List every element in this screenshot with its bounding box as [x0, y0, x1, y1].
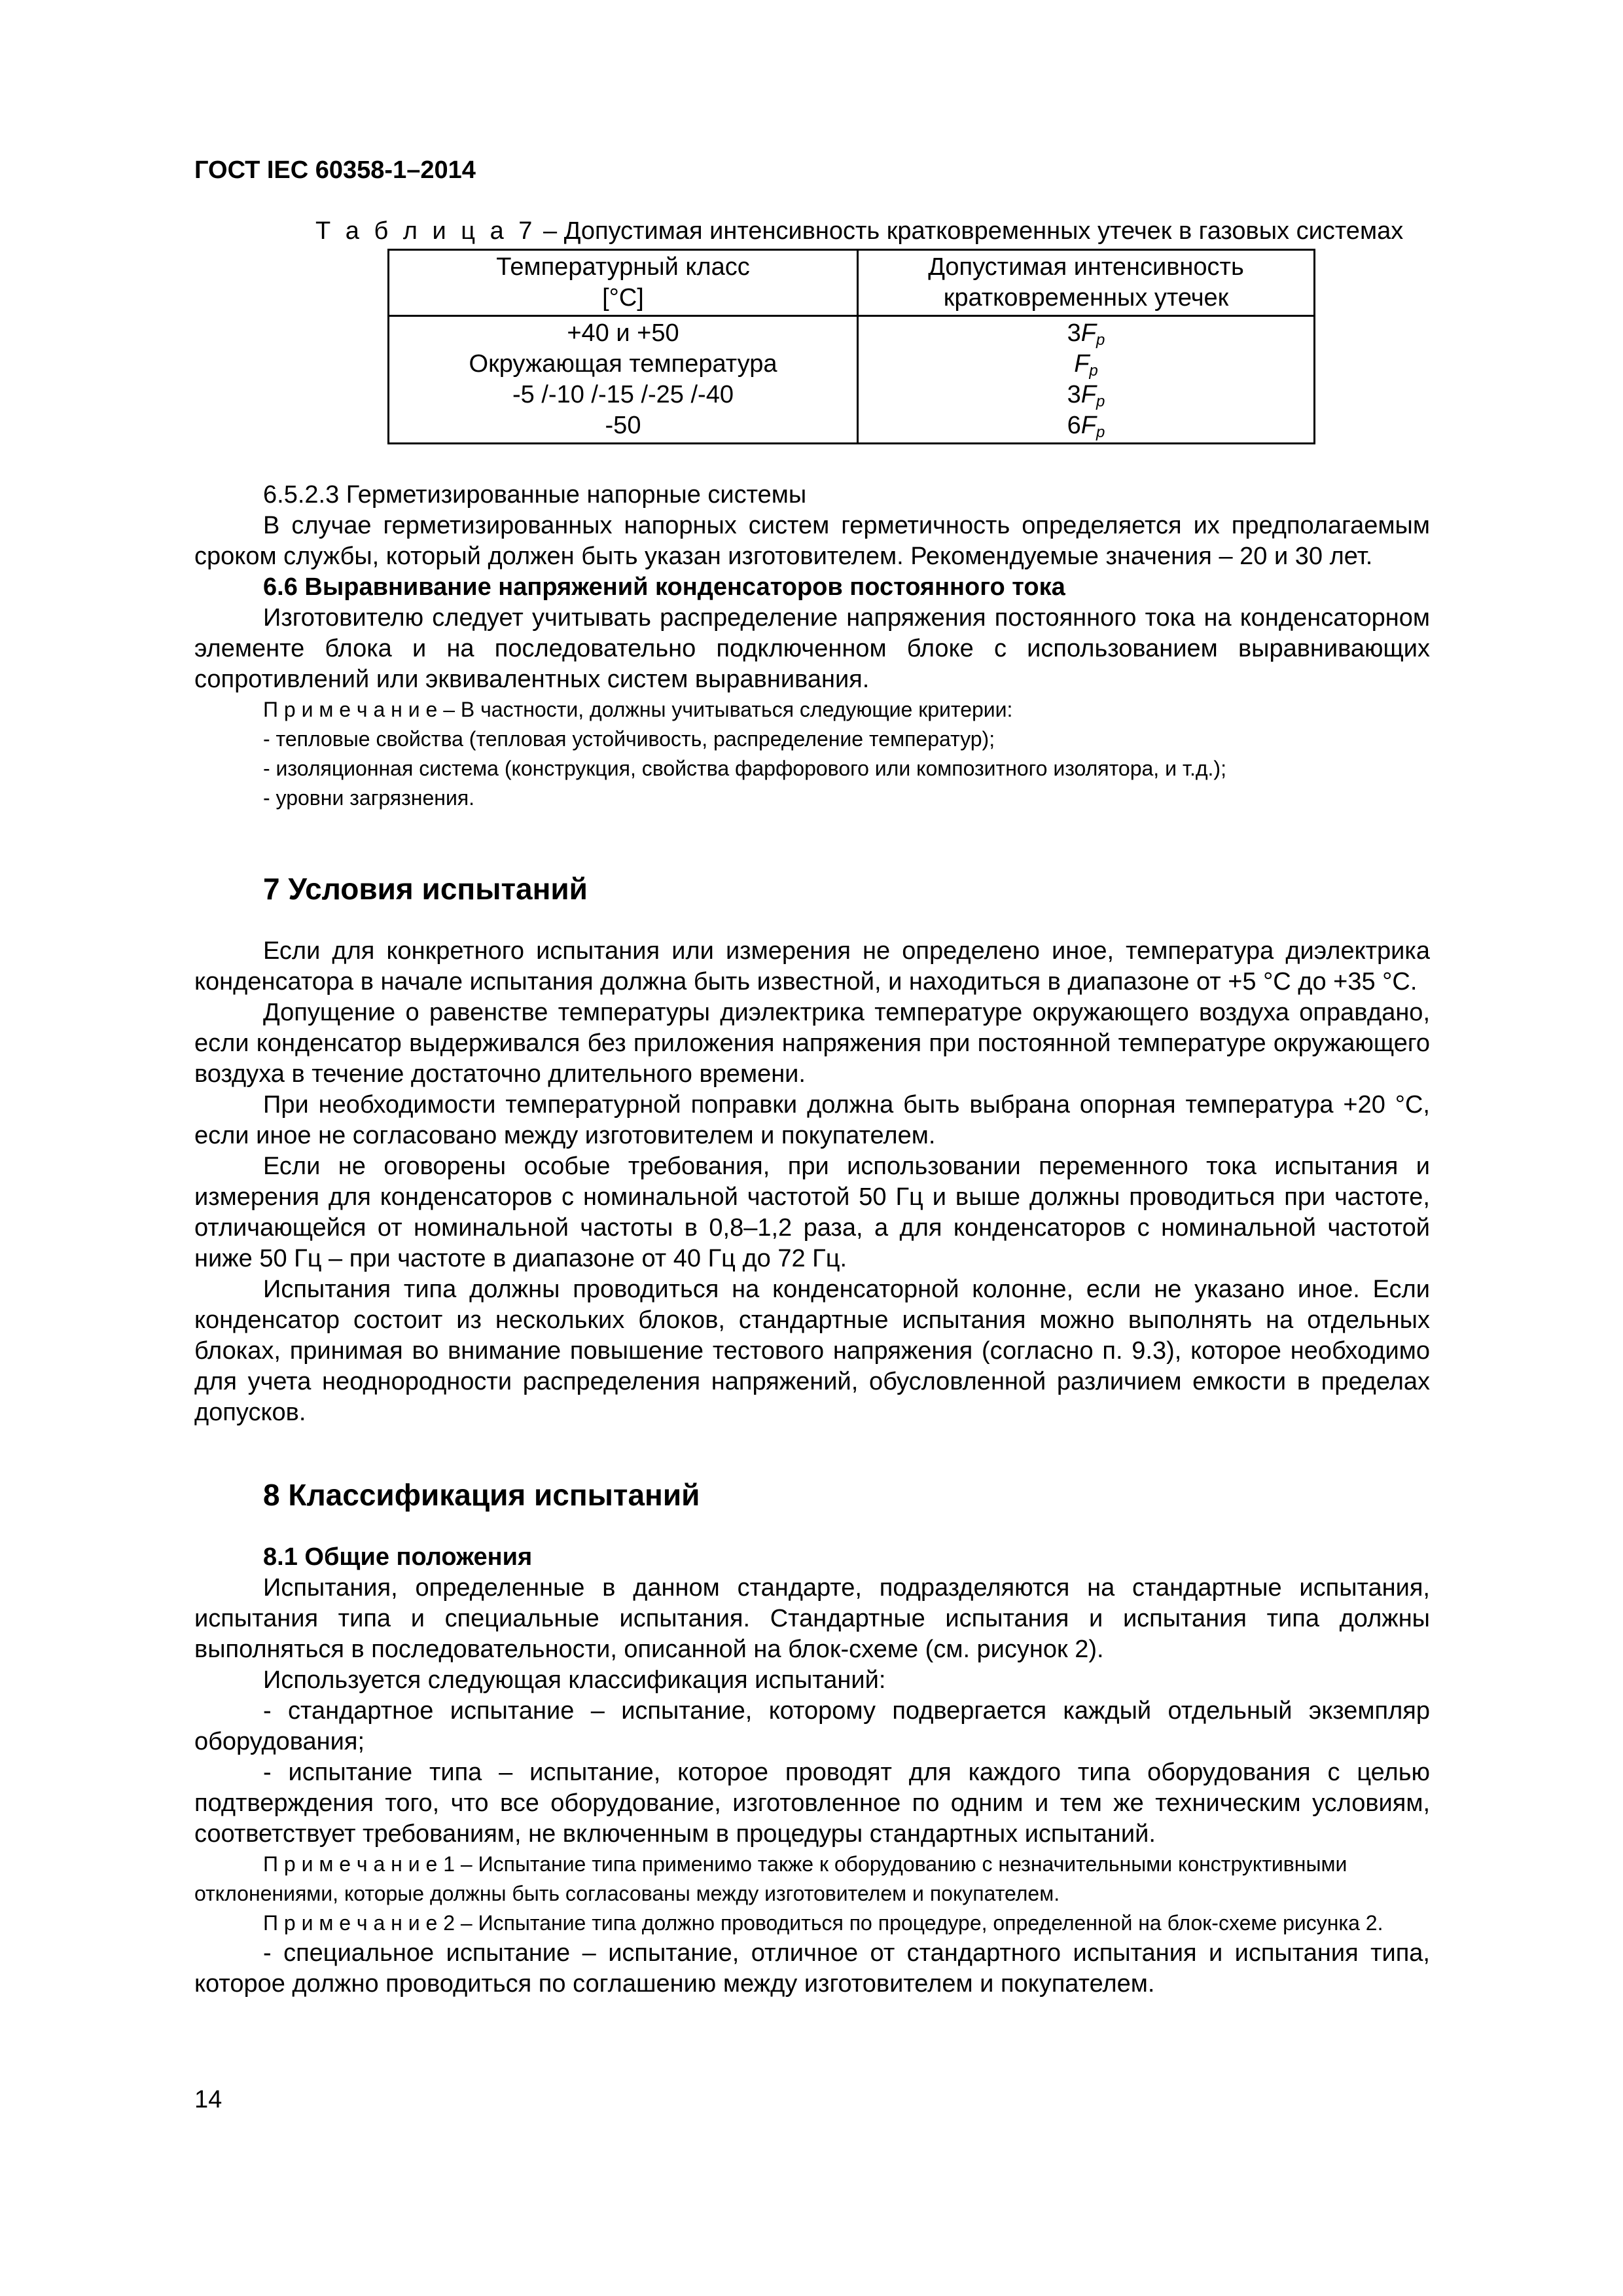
paragraph: Испытания, определенные в данном стандарте, подразделяются на стандартные испытания, испытания типа и специальные испытания. Стандартные испытания и испытания типа должны выполняться в последовательности, описанной на блок-схеме (см. рисунок 2).: [194, 1574, 1430, 1663]
list-item: - испытание типа – испытание, которое проводят для каждого типа оборудования с целью подтверждения того, что все оборудование, изготовленное по одним и тем же техническим условиям, соответствует требованиям, не включенным в процедуры стандартных испытаний.: [194, 1759, 1430, 1848]
header-text: кратковременных утечек: [943, 284, 1229, 312]
note-text: – Испытание типа применимо также к оборудованию с незначительными конструктивными отклонениями, которые должны быть согласованы между изготовителем и покупателем.: [194, 1852, 1347, 1905]
list-item: - стандартное испытание – испытание, которому подвергается каждый отдельный экземпляр оборудования;: [194, 1697, 1430, 1755]
table-7-caption: [315, 216, 1403, 247]
paragraph: Если для конкретного испытания или измерения не определено иное, температура диэлектрика конденсатора в начале испытания должна быть известной, и находиться в диапазоне от +5 °С до +35 °С.: [194, 937, 1430, 996]
paragraph: Испытания типа должны проводиться на конденсаторной колонне, если не указано иное. Если конденсатор состоит из нескольких блоков, стандартные испытания можно выполнять на отдельных блоках, принимая во внимание повышение тестового напряжения (согласно п. 9.3), которое необходимо для учета неоднородности распределения напряжений, обусловленной различием емкости в пределах допусков.: [194, 1276, 1430, 1426]
table-cell-text: Окружающая температура: [469, 350, 777, 378]
paragraph: Используется следующая классификация испытаний:: [263, 1666, 886, 1694]
temperature-class-cell: [389, 316, 858, 444]
table-header-cell: [389, 250, 858, 316]
note-item: - тепловые свойства (тепловая устойчивость, распределение температур);: [263, 727, 995, 751]
note-text: – Испытание типа должно проводиться по процедуре, определенной на блок-схеме рисунка 2.: [454, 1911, 1383, 1935]
table-cell-text: -50: [605, 412, 641, 439]
leak-rate-value: $3F_p$: [1067, 319, 1105, 349]
section-title: 7 Условия испытаний: [263, 872, 588, 906]
leak-rate-value: $F_p$: [1074, 350, 1098, 380]
section-7: [194, 870, 1430, 1428]
subsection-title: 8.1 Общие положения: [263, 1543, 533, 1571]
table-caption-label: Т а б л и ц а 7: [315, 217, 537, 245]
table-body-row: [389, 316, 1315, 444]
leak-rate-value: $3F_p$: [1067, 381, 1105, 410]
table-cell-text: +40 и +50: [567, 319, 679, 347]
note-item: - уровни загрязнения.: [263, 786, 475, 810]
paragraph: В случае герметизированных напорных систем герметичность определяется их предполагаемым сроком службы, который должен быть указан изготовителем. Рекомендуемые значения – 20 и 30 лет.: [194, 512, 1430, 570]
note-item: - изоляционная система (конструкция, свойства фарфорового или композитного изолятора, и т.д.);: [263, 757, 1226, 780]
paragraph: Если не оговорены особые требования, при использовании переменного тока испытания и измерения для конденсаторов с номинальной частотой 50 Гц и выше должны проводиться при частоте, отличающейся от номинальной частоты в 0,8–1,2 раза, а для конденсаторов с номинальной частотой ниже 50 Гц – при частоте в диапазоне от 40 Гц до 72 Гц.: [194, 1153, 1430, 1272]
table-header-row: [389, 250, 1315, 316]
table-cell-text: -5 /-10 /-15 /-25 /-40: [512, 381, 734, 408]
note-text: – В частности, должны учитываться следующие критерии:: [437, 698, 1013, 721]
paragraph: Допущение о равенстве температуры диэлектрика температуре окружающего воздуха оправдано, если конденсатор выдерживался без приложения напряжения при постоянной температуре окружающего воздуха в течение достаточно длительного времени.: [194, 999, 1430, 1088]
note-label: П р и м е ч а н и е: [263, 698, 438, 721]
section-title: 8 Классификация испытаний: [263, 1478, 700, 1512]
note: [194, 1909, 1430, 1938]
table-caption-text: – Допустимая интенсивность кратковременных утечек в газовых системах: [536, 217, 1404, 245]
document-header: ГОСТ IEC 60358-1–2014: [194, 156, 476, 184]
note-label: П р и м е ч а н и е 2: [263, 1911, 455, 1935]
list-item: - специальное испытание – испытание, отличное от стандартного испытания и испытания типа, которое должно проводиться по соглашению между изготовителем и покупателем.: [194, 1939, 1430, 1998]
note-label: П р и м е ч а н и е 1: [263, 1852, 455, 1876]
page-number: 14: [194, 2086, 223, 2113]
header-text: [°C]: [602, 284, 644, 312]
note: [194, 695, 1430, 725]
section-8: [194, 1477, 1430, 2000]
paragraph: При необходимости температурной поправки должна быть выбрана опорная температура +20 °С, если иное не согласовано между изготовителем и покупателем.: [194, 1091, 1430, 1149]
leak-rate-cell: [858, 316, 1315, 444]
subsection-title: 6.5.2.3 Герметизированные напорные системы: [263, 481, 807, 509]
header-text: Температурный класс: [496, 253, 750, 281]
header-text: Допустимая интенсивность: [928, 253, 1244, 281]
leak-rate-table: [387, 249, 1315, 444]
leak-rate-value: $6F_p$: [1067, 412, 1105, 441]
table-header-cell: [858, 250, 1315, 316]
note: [194, 1850, 1430, 1909]
paragraph: Изготовителю следует учитывать распределение напряжения постоянного тока на конденсаторном элементе блока и на последовательно подключенном блоке с использованием выравнивающих сопротивлений или эквивалентных систем выравнивания.: [194, 604, 1430, 693]
section-6-5-2-3: [194, 480, 1430, 813]
subsection-title: 6.6 Выравнивание напряжений конденсаторов постоянного тока: [263, 573, 1065, 601]
